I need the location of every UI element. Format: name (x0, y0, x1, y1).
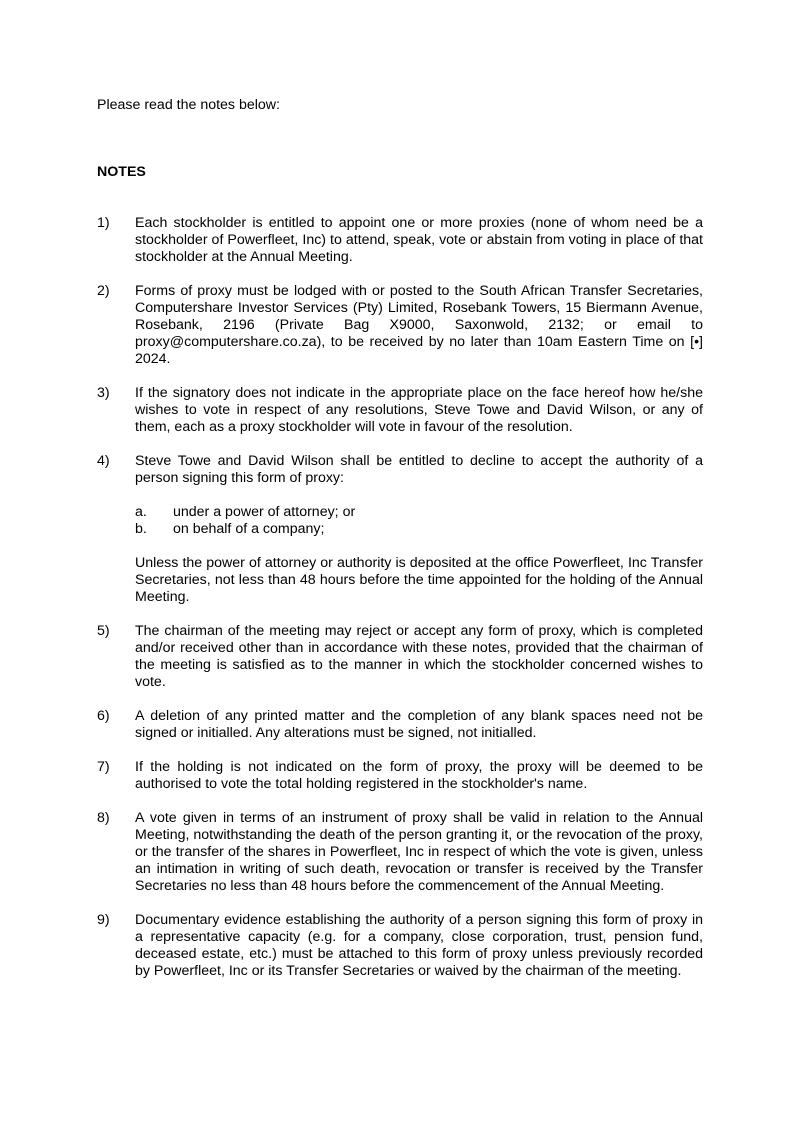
note-body (135, 912, 703, 980)
note-number: 6) (97, 708, 110, 724)
note-sublist (135, 504, 703, 538)
note-item-2 (97, 283, 703, 368)
note-body (135, 708, 703, 742)
note-text: Each stockholder is entitled to appoint one or more proxies (none of whom need be a stockholder of Powerfleet, Inc) to attend, speak, vote or abstain from voting in place of that stockholder at the Annual Meeting. (135, 215, 703, 265)
note-text: The chairman of the meeting may reject or accept any form of proxy, which is completed and/or received other than in accordance with these notes, provided that the chairman of the meeting is satisfied as to the manner in which the stockholder concerned wishes to vote. (135, 623, 703, 690)
note-body (135, 453, 703, 606)
note-text: If the signatory does not indicate in the appropriate place on the face hereof how he/she wishes to vote in respect of any resolutions, Steve Towe and David Wilson, or any of them, each as a proxy stockholder will vote in favour of the resolution. (135, 385, 703, 435)
sublist-letter: a. (135, 504, 147, 520)
note-item-3 (97, 385, 703, 436)
sublist-text: under a power of attorney; or (173, 504, 356, 520)
note-body (135, 810, 703, 895)
notes-heading: NOTES (97, 164, 146, 180)
notes-list (97, 215, 703, 997)
note-followup-text: Unless the power of attorney or authority is deposited at the office Powerfleet, Inc Transfer Secretaries, not less than 48 hours before the time appointed for the holding of the Annual Meeting. (135, 555, 703, 605)
note-number: 1) (97, 215, 110, 231)
note-text: A vote given in terms of an instrument of proxy shall be valid in relation to the Annual Meeting, notwithstanding the death of the person granting it, or the revocation of the proxy, or the transfer of the shares in Powerfleet, Inc in respect of which the vote is given, unless an intimation in writing of such death, revocation or transfer is received by the Transfer Secretaries no less than 48 hours before the commencement of the Annual Meeting. (135, 810, 703, 894)
note-number: 2) (97, 283, 110, 299)
note-number: 7) (97, 759, 110, 775)
note-item-6 (97, 708, 703, 742)
sublist-letter: b. (135, 521, 147, 537)
note-text: If the holding is not indicated on the form of proxy, the proxy will be deemed to be authorised to vote the total holding registered in the stockholder's name. (135, 759, 703, 792)
sublist-item (135, 521, 703, 538)
note-item-9 (97, 912, 703, 980)
note-number: 5) (97, 623, 110, 639)
note-body (135, 283, 703, 368)
note-number: 8) (97, 810, 110, 826)
sublist-item (135, 504, 703, 521)
note-item-7 (97, 759, 703, 793)
note-body (135, 385, 703, 436)
note-text: Forms of proxy must be lodged with or posted to the South African Transfer Secretaries, Computershare Investor Services (Pty) Limited, Rosebank Towers, 15 Biermann Avenue, Rosebank, 2196 (Private Bag X9000, Saxonwold, 2132; or email to proxy@computershare.co.za), to be received by no later than 10am Eastern Time on [•] 2024. (135, 283, 703, 367)
note-item-4 (97, 453, 703, 606)
note-body (135, 215, 703, 266)
note-item-5 (97, 623, 703, 691)
note-text: Steve Towe and David Wilson shall be entitled to decline to accept the authority of a person signing this form of proxy: (135, 453, 703, 486)
note-item-1 (97, 215, 703, 266)
note-number: 4) (97, 453, 110, 469)
note-body (135, 623, 703, 691)
note-text: A deletion of any printed matter and the completion of any blank spaces need not be signed or initialled. Any alterations must be signed, not initialled. (135, 708, 703, 741)
intro-text: Please read the notes below: (97, 97, 280, 113)
sublist-text: on behalf of a company; (173, 521, 325, 537)
note-text: Documentary evidence establishing the authority of a person signing this form of proxy in a representative capacity (e.g. for a company, close corporation, trust, pension fund, deceased estate, etc.) must be attached to this form of proxy unless previously recorded by Powerfleet, Inc or its Transfer Secretaries or waived by the chairman of the meeting. (135, 912, 703, 979)
note-number: 3) (97, 385, 110, 401)
note-body (135, 759, 703, 793)
note-number: 9) (97, 912, 110, 928)
note-item-8 (97, 810, 703, 895)
